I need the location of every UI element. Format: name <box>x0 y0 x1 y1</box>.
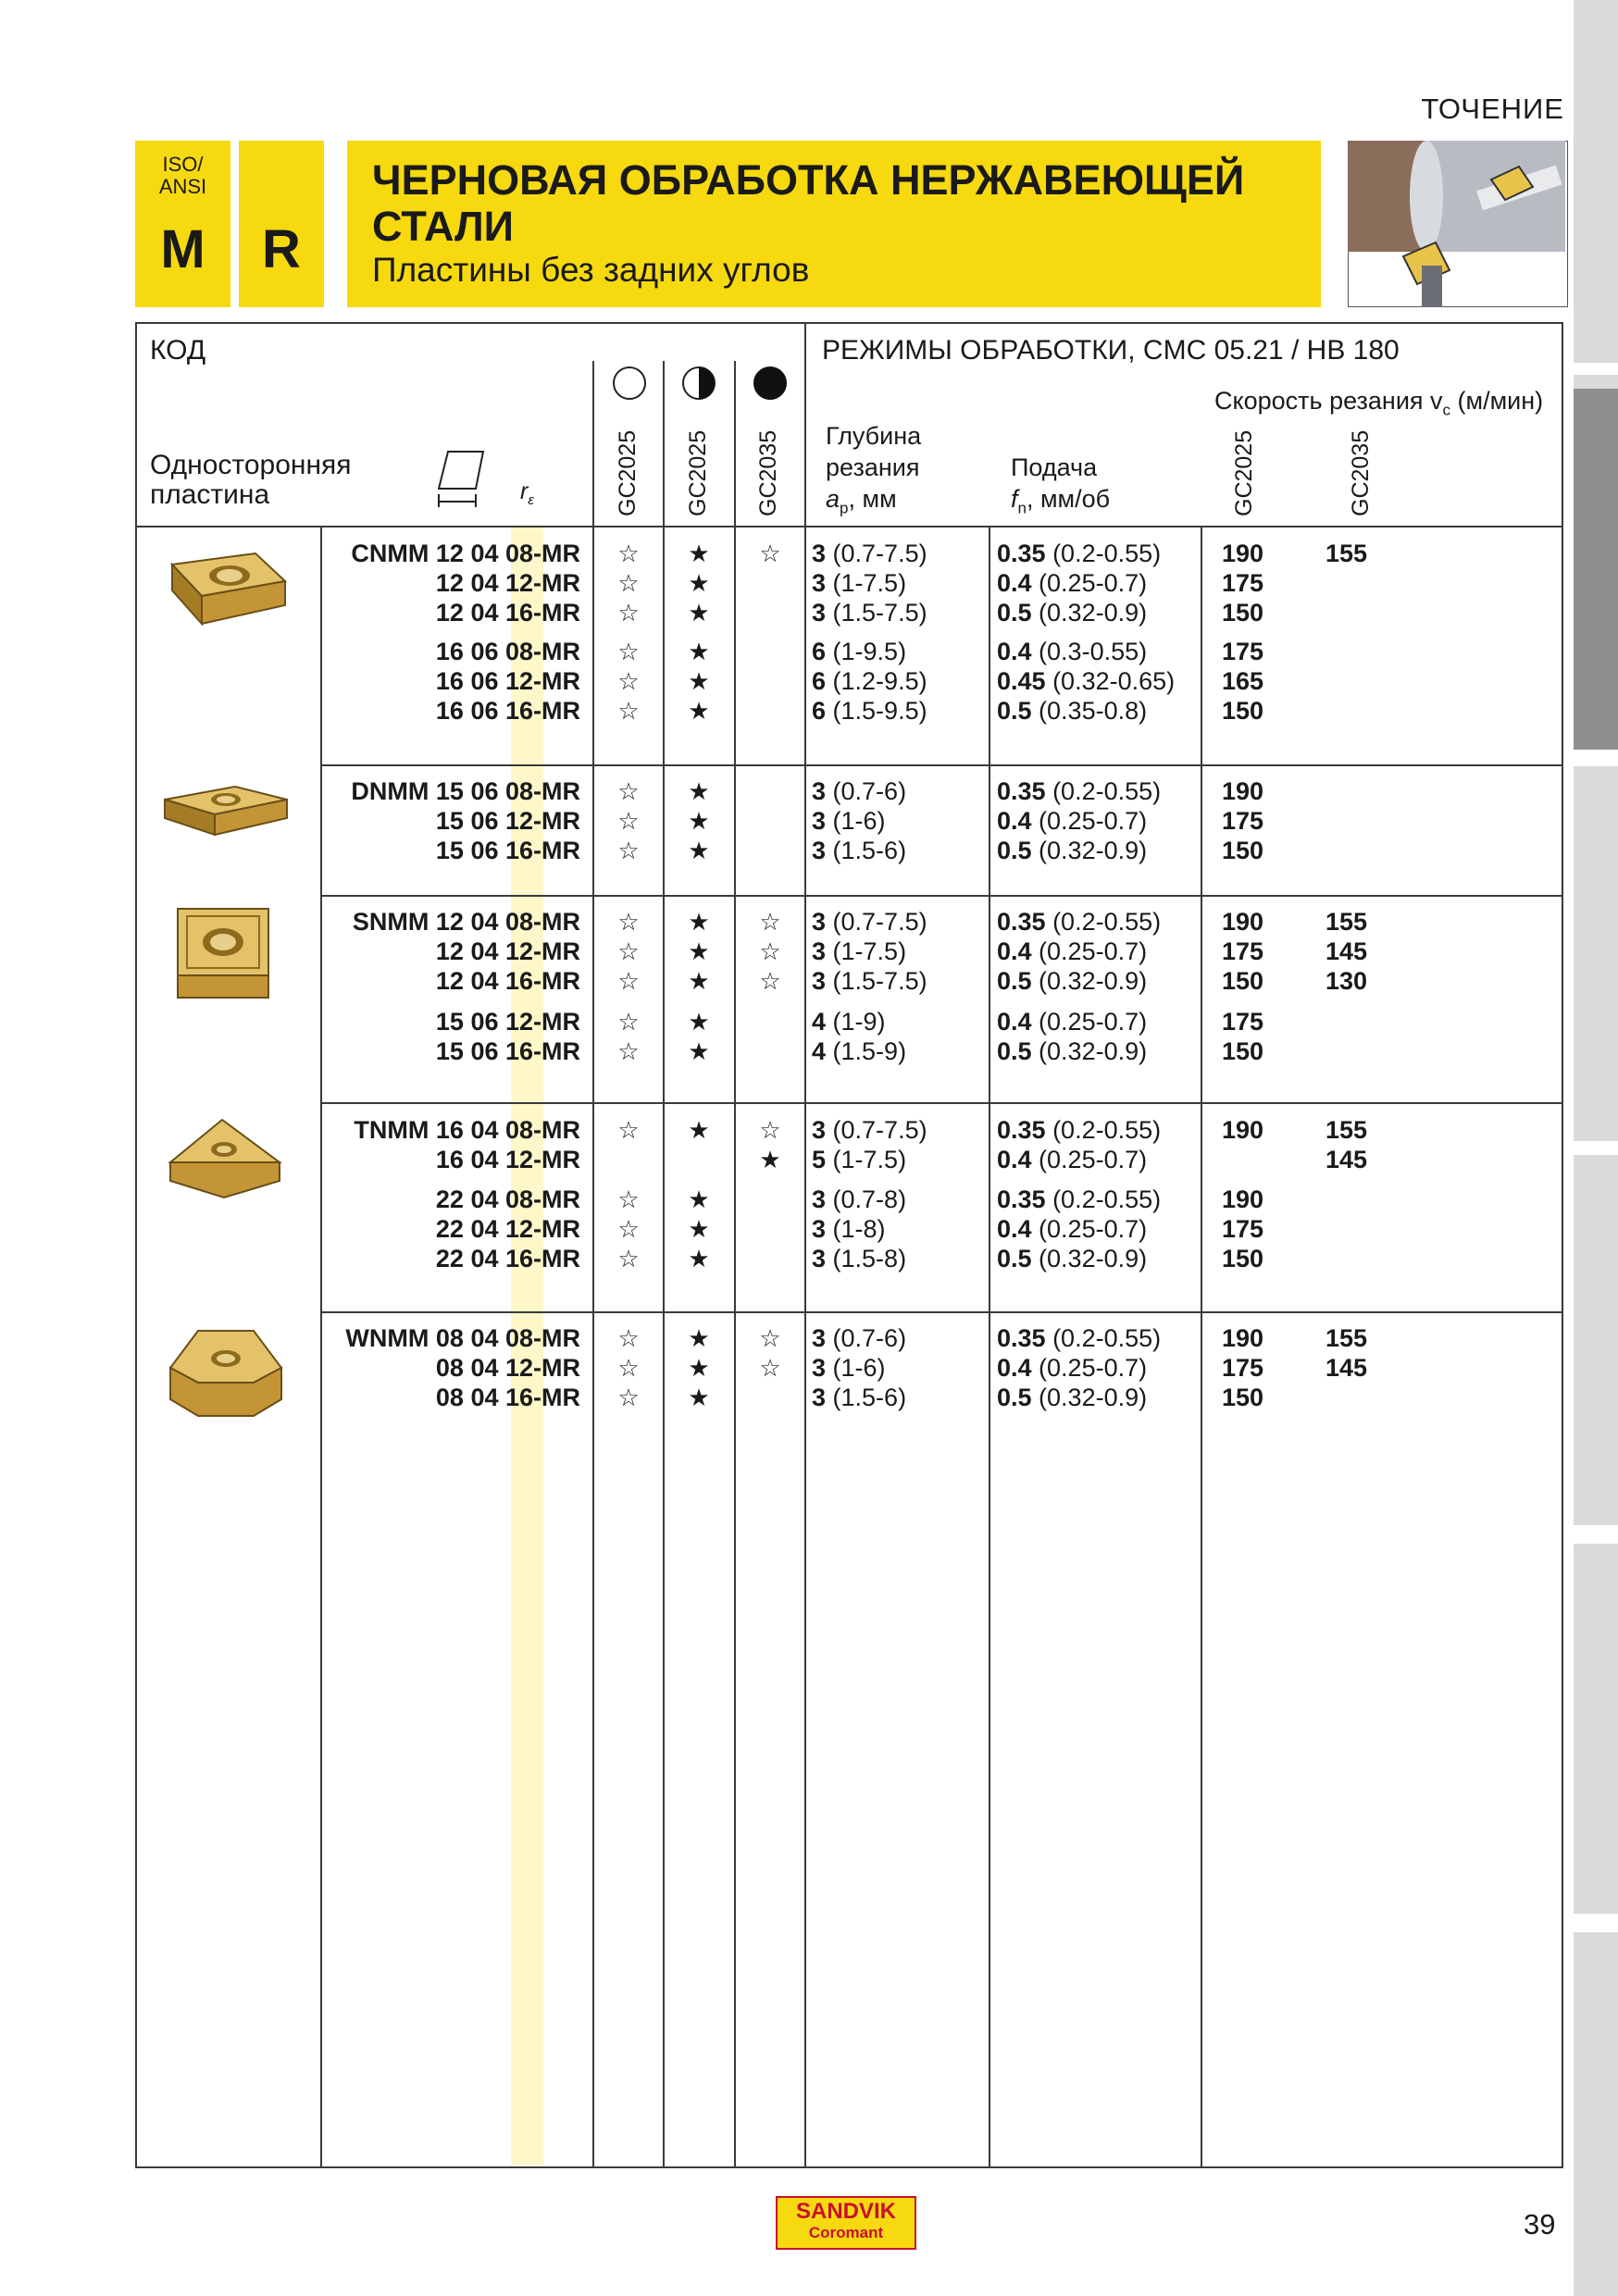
insert-code: 08 04 12-MR <box>435 1354 580 1382</box>
divider <box>989 527 990 2168</box>
sandvik-logo <box>776 2196 916 2250</box>
speed-value: 175 <box>1222 807 1264 835</box>
insert-code: 22 04 12-MR <box>435 1215 580 1243</box>
depth-value: 4 (1-9) <box>812 1008 886 1036</box>
feed-value: 0.35 (0.2-0.55) <box>997 1116 1162 1144</box>
iso-letter: M <box>160 219 205 279</box>
grade-star: ☆ <box>617 667 640 695</box>
side-tab[interactable] <box>1574 1932 1618 2296</box>
grade-star: ★ <box>688 697 710 725</box>
speed-grade-label: GC2035 <box>1348 429 1374 516</box>
depth-value: 6 (1.2-9.5) <box>812 667 927 695</box>
grade-star: ☆ <box>617 599 640 627</box>
grade-star: ★ <box>688 1185 710 1213</box>
insert-type-line1: Односторонняя <box>150 450 352 480</box>
depth-value: 3 (0.7-7.5) <box>812 908 927 936</box>
page-title-line1: ЧЕРНОВАЯ ОБРАБОТКА НЕРЖАВЕЮЩЕЙ <box>372 156 1245 204</box>
grade-star: ★ <box>688 599 710 627</box>
speed-value: 145 <box>1326 1146 1368 1173</box>
insert-code: 22 04 16-MR <box>435 1245 580 1272</box>
section-label: ТОЧЕНИЕ <box>1421 93 1564 125</box>
grade-star: ☆ <box>617 1215 640 1243</box>
grade-star: ☆ <box>759 540 781 567</box>
turning-illustration <box>1348 141 1568 307</box>
depth-value: 3 (1.5-6) <box>812 837 907 864</box>
depth-value: 3 (1.5-8) <box>812 1245 907 1272</box>
grade-star: ☆ <box>759 967 781 995</box>
logo-text-bottom: Coromant <box>808 2224 884 2241</box>
grade-star: ★ <box>688 569 710 597</box>
finishing-circle-icon <box>611 365 648 402</box>
speed-value: 155 <box>1326 540 1368 567</box>
grade-star: ☆ <box>759 1116 781 1144</box>
depth-value: 3 (0.7-7.5) <box>812 1116 927 1144</box>
divider <box>320 527 322 2168</box>
speed-value: 190 <box>1222 777 1264 805</box>
feed-value: 0.5 (0.32-0.9) <box>997 599 1148 627</box>
insert-shape-icon <box>431 448 496 513</box>
feed-value: 0.4 (0.25-0.7) <box>997 1008 1148 1036</box>
feed-value: 0.4 (0.25-0.7) <box>997 1146 1148 1173</box>
insert-code: 16 06 08-MR <box>435 638 580 665</box>
application-letter: R <box>262 219 301 279</box>
grade-star: ☆ <box>759 1324 781 1352</box>
insert-code: SNMM 12 04 08-MR <box>352 908 580 936</box>
speed-value: 150 <box>1222 837 1264 864</box>
grade-label: GC2035 <box>755 429 781 516</box>
speed-value: 150 <box>1222 1037 1264 1065</box>
grade-star: ★ <box>688 540 710 567</box>
page-number: 39 <box>1524 2208 1556 2240</box>
speed-value: 190 <box>1222 908 1264 936</box>
grade-star: ★ <box>688 837 710 864</box>
insert-code: 16 04 12-MR <box>435 1146 580 1173</box>
insert-code: WNMM 08 04 08-MR <box>345 1324 580 1352</box>
logo-text-top: SANDVIK <box>795 2199 896 2224</box>
depth-header-3: $a_p$, мм <box>826 485 897 517</box>
speed-value: 175 <box>1222 638 1264 665</box>
speed-grade-label: GC2025 <box>1231 429 1257 516</box>
feed-value: 0.35 (0.2-0.55) <box>997 1185 1162 1213</box>
divider <box>1201 527 1202 2168</box>
grade-star: ★ <box>688 908 710 936</box>
grade-star: ★ <box>688 937 710 965</box>
feed-value: 0.35 (0.2-0.55) <box>997 1324 1162 1352</box>
group-divider <box>320 1311 1563 1313</box>
group-divider <box>320 764 1563 766</box>
speed-header: Скорость резания $v_c$ (м/мин) <box>1214 387 1544 419</box>
feed-header-1: Подача <box>1011 453 1098 481</box>
insert-code: 12 04 12-MR <box>435 569 580 597</box>
depth-value: 3 (1-6) <box>812 1354 886 1382</box>
grade-star: ☆ <box>617 1037 640 1065</box>
tnmm-insert-image <box>165 1114 285 1203</box>
feed-value: 0.45 (0.32-0.65) <box>997 667 1176 695</box>
insert-code: 08 04 16-MR <box>435 1384 580 1411</box>
insert-code: 15 06 16-MR <box>435 837 580 864</box>
feed-value: 0.4 (0.25-0.7) <box>997 1354 1148 1382</box>
insert-code: 16 06 16-MR <box>435 697 580 725</box>
side-tab[interactable] <box>1574 0 1618 363</box>
depth-header-2: резания <box>826 453 920 481</box>
grade-star: ★ <box>688 1215 710 1243</box>
depth-value: 3 (1.5-7.5) <box>812 967 927 995</box>
grade-star: ☆ <box>617 967 640 995</box>
depth-header-1: Глубина <box>826 422 922 450</box>
speed-value: 150 <box>1222 1384 1264 1411</box>
depth-value: 3 (0.7-8) <box>812 1185 907 1213</box>
grade-star: ☆ <box>617 697 640 725</box>
feed-value: 0.35 (0.2-0.55) <box>997 908 1162 936</box>
grade-label: GC2025 <box>685 429 711 516</box>
grade-star: ☆ <box>617 1354 640 1382</box>
roughing-circle-icon <box>752 365 789 402</box>
speed-value: 190 <box>1222 1185 1264 1213</box>
dnmm-insert-image <box>161 779 291 844</box>
cnmm-insert-image <box>163 544 292 637</box>
speed-value: 150 <box>1222 599 1264 627</box>
grade-label: GC2025 <box>615 429 641 516</box>
speed-value: 155 <box>1326 1116 1368 1144</box>
speed-value: 150 <box>1222 1245 1264 1272</box>
title-box <box>347 141 1321 307</box>
divider <box>734 361 736 2168</box>
feed-value: 0.5 (0.32-0.9) <box>997 1245 1148 1272</box>
depth-value: 3 (1.5-6) <box>812 1384 907 1411</box>
insert-code: DNMM 15 06 08-MR <box>351 777 580 805</box>
grade-star: ☆ <box>617 1008 640 1036</box>
insert-code: 22 04 08-MR <box>435 1185 580 1213</box>
speed-value: 150 <box>1222 697 1264 725</box>
group-divider <box>320 1102 1563 1104</box>
depth-value: 6 (1-9.5) <box>812 638 907 665</box>
feed-value: 0.4 (0.25-0.7) <box>997 937 1148 965</box>
header-divider <box>135 526 1563 527</box>
speed-value: 175 <box>1222 569 1264 597</box>
grade-star: ★ <box>688 807 710 835</box>
snmm-insert-image <box>172 903 274 1005</box>
speed-value: 130 <box>1326 967 1368 995</box>
speed-value: 145 <box>1326 1354 1368 1382</box>
depth-value: 3 (1-7.5) <box>812 569 907 597</box>
feed-value: 0.5 (0.32-0.9) <box>997 1037 1148 1065</box>
grade-star: ★ <box>759 1146 781 1173</box>
grade-star: ☆ <box>617 908 640 936</box>
depth-value: 6 (1.5-9.5) <box>812 697 927 725</box>
grade-star: ☆ <box>617 937 640 965</box>
grade-star: ★ <box>688 1008 710 1036</box>
grade-star: ☆ <box>617 1116 640 1144</box>
iso-group-box <box>135 141 230 307</box>
insert-code: 12 04 16-MR <box>435 599 580 627</box>
insert-code: 15 06 12-MR <box>435 807 580 835</box>
insert-code: 15 06 16-MR <box>435 1037 580 1065</box>
depth-value: 3 (1-6) <box>812 807 886 835</box>
feed-value: 0.4 (0.25-0.7) <box>997 1215 1148 1243</box>
feed-value: 0.4 (0.25-0.7) <box>997 569 1148 597</box>
iso-label: ISO/ <box>162 153 204 176</box>
grade-star: ★ <box>688 667 710 695</box>
insert-code: 12 04 12-MR <box>435 937 580 965</box>
insert-code: 15 06 12-MR <box>435 1008 580 1036</box>
side-tab[interactable] <box>1574 766 1618 1141</box>
code-header: КОД <box>150 335 206 366</box>
speed-value: 155 <box>1326 1324 1368 1352</box>
grade-star: ★ <box>688 1354 710 1382</box>
speed-value: 190 <box>1222 1116 1264 1144</box>
speed-value: 145 <box>1326 937 1368 965</box>
insert-code: CNMM 12 04 08-MR <box>351 540 580 567</box>
side-tab[interactable] <box>1574 1155 1618 1525</box>
grade-star: ★ <box>688 967 710 995</box>
grade-star: ★ <box>688 1037 710 1065</box>
medium-circle-icon <box>680 365 717 402</box>
application-box <box>239 141 324 307</box>
side-tab[interactable] <box>1574 1544 1618 1914</box>
depth-value: 4 (1.5-9) <box>812 1037 907 1065</box>
feed-value: 0.35 (0.2-0.55) <box>997 540 1162 567</box>
speed-value: 175 <box>1222 1008 1264 1036</box>
feed-value: 0.5 (0.32-0.9) <box>997 1384 1148 1411</box>
grade-star: ☆ <box>759 1354 781 1382</box>
insert-code: 16 06 12-MR <box>435 667 580 695</box>
feed-value: 0.35 (0.2-0.55) <box>997 777 1162 805</box>
grade-star: ☆ <box>759 937 781 965</box>
speed-value: 165 <box>1222 667 1264 695</box>
side-tab-active[interactable] <box>1574 389 1618 750</box>
depth-value: 3 (1-8) <box>812 1215 886 1243</box>
feed-value: 0.4 (0.3-0.55) <box>997 638 1148 665</box>
depth-value: 5 (1-7.5) <box>812 1146 907 1173</box>
radius-label: $r_\varepsilon$ <box>520 478 534 508</box>
speed-value: 175 <box>1222 1354 1264 1382</box>
feed-value: 0.5 (0.32-0.9) <box>997 837 1148 864</box>
grade-star: ★ <box>688 777 710 805</box>
depth-value: 3 (0.7-6) <box>812 1324 907 1352</box>
feed-value: 0.4 (0.25-0.7) <box>997 807 1148 835</box>
insert-code: TNMM 16 04 08-MR <box>354 1116 580 1144</box>
feed-header-2: $f_n$, мм/об <box>1011 485 1111 517</box>
grade-star: ☆ <box>617 777 640 805</box>
grade-star: ☆ <box>617 1245 640 1272</box>
depth-value: 3 (0.7-7.5) <box>812 540 927 567</box>
insert-type-line2: пластина <box>150 479 270 510</box>
speed-value: 175 <box>1222 937 1264 965</box>
feed-value: 0.5 (0.32-0.9) <box>997 967 1148 995</box>
speed-value: 155 <box>1326 908 1368 936</box>
insert-code: 12 04 16-MR <box>435 967 580 995</box>
grade-star: ★ <box>688 638 710 665</box>
grade-star: ☆ <box>617 1384 640 1411</box>
grade-star: ☆ <box>759 908 781 936</box>
page-title-line2: СТАЛИ <box>372 203 514 250</box>
page-subtitle: Пластины без задних углов <box>372 251 810 289</box>
grade-star: ☆ <box>617 1324 640 1352</box>
speed-value: 190 <box>1222 1324 1264 1352</box>
grade-star: ★ <box>688 1245 710 1272</box>
grade-star: ★ <box>688 1384 710 1411</box>
divider <box>804 322 806 2168</box>
wnmm-insert-image <box>165 1325 285 1421</box>
feed-value: 0.5 (0.35-0.8) <box>997 697 1148 725</box>
grade-star: ☆ <box>617 837 640 864</box>
depth-value: 3 (0.7-6) <box>812 777 907 805</box>
depth-value: 3 (1-7.5) <box>812 937 907 965</box>
speed-value: 150 <box>1222 967 1264 995</box>
grade-star: ☆ <box>617 569 640 597</box>
grade-star: ☆ <box>617 1185 640 1213</box>
grade-star: ☆ <box>617 540 640 567</box>
grade-star: ☆ <box>617 807 640 835</box>
grade-star: ★ <box>688 1324 710 1352</box>
depth-value: 3 (1.5-7.5) <box>812 599 927 627</box>
grade-star: ★ <box>688 1116 710 1144</box>
speed-value: 175 <box>1222 1215 1264 1243</box>
conditions-header: РЕЖИМЫ ОБРАБОТКИ, CMC 05.21 / HB 180 <box>822 335 1400 366</box>
group-divider <box>320 895 1563 897</box>
ansi-label: ANSI <box>158 175 207 198</box>
speed-value: 190 <box>1222 540 1264 567</box>
grade-star: ☆ <box>617 638 640 665</box>
